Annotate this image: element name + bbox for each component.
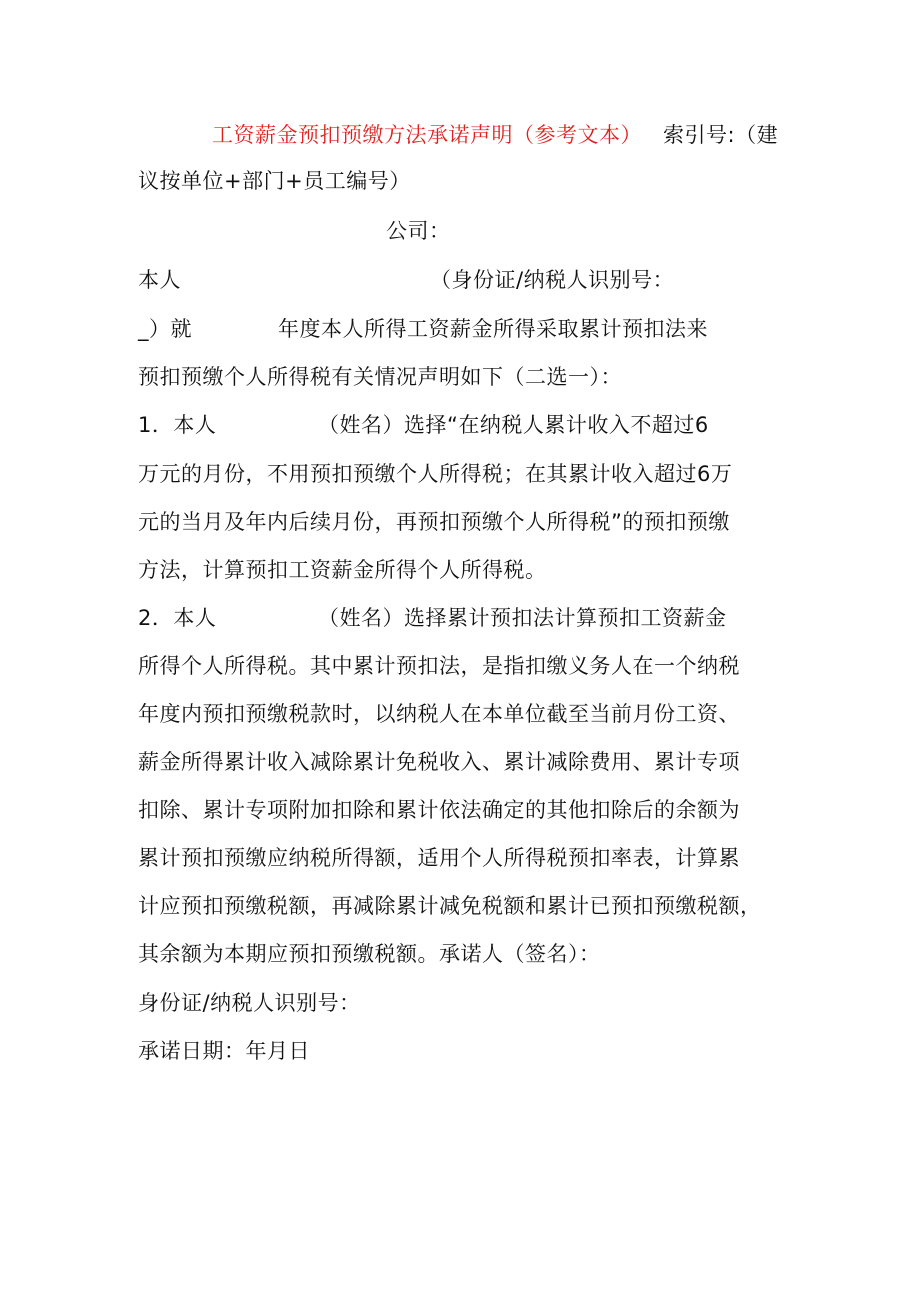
id-number-field-label: 身份证/纳税人识别号：: [138, 991, 361, 1015]
option-2-text-3: 年度内预扣预缴税款时，以纳税人在本单位截至当前月份工资、: [138, 702, 740, 726]
option-2-text-5: 扣除、累计专项附加扣除和累计依法确定的其他扣除后的余额为: [138, 798, 740, 822]
declarant-suffix: _）就: [138, 317, 192, 341]
company-label: 公司：: [386, 219, 451, 243]
declaration-intro: 预扣预缴个人所得税有关情况声明如下（二选一）：: [138, 365, 622, 389]
index-number-label: 索引号:（建: [663, 123, 779, 147]
option-1-text-4: 方法，计算预扣工资薪金所得个人所得税。: [138, 558, 547, 582]
option-2-text: （姓名）选择累计预扣法计算预扣工资薪金: [318, 606, 727, 630]
option-2-text-6: 累计预扣预缴应纳税所得额，适用个人所得税预扣率表，计算累: [138, 846, 740, 870]
option-2-text-2: 所得个人所得税。其中累计预扣法，是指扣缴义务人在一个纳税: [138, 654, 740, 678]
index-number-hint: 议按单位+部门+员工编号）: [138, 169, 411, 193]
declarant-label: 本人: [138, 268, 181, 292]
document-title: 工资薪金预扣预缴方法承诺声明（参考文本）: [212, 123, 642, 147]
year-statement: 年度本人所得工资薪金所得采取累计预扣法来: [278, 317, 708, 341]
signature-line: 其余额为本期应预扣预缴税额。承诺人（签名）：: [138, 942, 601, 966]
option-2-text-7: 计应预扣预缴税额，再减除累计减免税额和累计已预扣预缴税额，: [138, 894, 762, 918]
option-2-text-4: 薪金所得累计收入减除累计免税收入、累计减除费用、累计专项: [138, 750, 740, 774]
option-2-prefix: 2．本人: [138, 606, 217, 630]
option-1-text: （姓名）选择“在纳税人累计收入不超过6: [318, 413, 709, 437]
option-1-text-3: 元的当月及年内后续月份，再预扣预缴个人所得税”的预扣预缴: [138, 510, 730, 534]
option-1-prefix: 1．本人: [138, 413, 217, 437]
option-1-text-2: 万元的月份，不用预扣预缴个人所得税；在其累计收入超过6万: [138, 462, 733, 486]
id-number-label: （身份证/纳税人识别号：: [430, 268, 675, 292]
commitment-date-label: 承诺日期：年月日: [138, 1039, 310, 1063]
